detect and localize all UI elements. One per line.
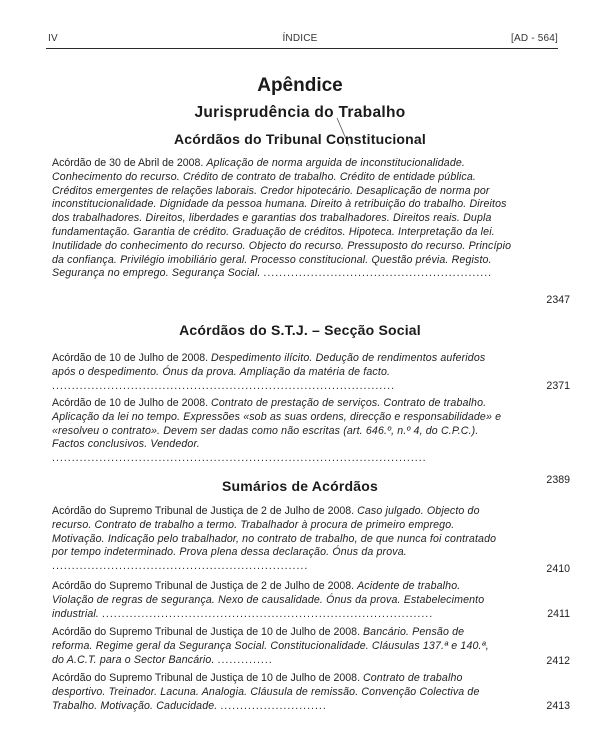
index-entry[interactable]: [52, 580, 502, 621]
entry-page-number[interactable]: 2410: [546, 563, 570, 575]
dot-leader: .......................................................................................: [52, 379, 396, 392]
entry-lead: Acórdão de 10 de Julho de 2008.: [52, 397, 209, 409]
dot-leader: ...............................................................................................: [52, 452, 427, 465]
header-index-title: ÍNDICE: [282, 33, 318, 44]
section-title-stj-social: Acórdãos do S.T.J. – Secção Social: [179, 322, 421, 338]
index-entry[interactable]: [52, 397, 502, 466]
entry-description: Despedimento ilícito. Dedução de rendimentos auferidos após o despedimento. Ónus da prova. Ampliação da matéria de facto.: [52, 352, 486, 378]
entry-lead: Acórdão de 10 de Julho de 2008.: [52, 352, 209, 364]
header-left-page-roman: IV: [48, 33, 58, 44]
section-title-constitutional-court: Acórdãos do Tribunal Constitucional: [173, 131, 426, 147]
dot-leader: .................................................................: [52, 560, 309, 573]
entry-page-number[interactable]: 2411: [547, 608, 570, 620]
entry-page-number[interactable]: 2347: [546, 294, 570, 306]
entry-lead: Acórdão de 30 de Abril de 2008.: [52, 157, 204, 169]
header-right-code: [AD - 564]: [510, 33, 558, 44]
entry-page-number[interactable]: 2389: [546, 474, 570, 486]
dot-leader: ....................................................................................: [101, 607, 434, 620]
header-rule: [46, 48, 558, 49]
jurisprudence-subtitle: Jurisprudência do Trabalho: [194, 104, 406, 121]
entry-page-number[interactable]: 2413: [546, 700, 570, 712]
entry-lead: Acórdão do Supremo Tribunal de Justiça de 2 de Julho de 2008.: [52, 580, 355, 592]
entry-page-number[interactable]: 2371: [546, 380, 570, 392]
appendix-title: Apêndice: [257, 75, 343, 96]
entry-description: Aplicação de norma arguida de inconstitucionalidade. Conhecimento do recurso. Crédito de contrato de trabalho. Crédito de entidade pública. Créditos emergentes de relações laborais. Credor hipotecário. Desaplicação de norma por inconstitucionalidade. Dignidade da pessoa humana. Direito à retribuição do trabalho. Direitos dos trabalhadores. Direitos, liberdades e garantias dos trabalhadores. Direitos reais. Dupla fundamentação. Garantia de crédito. Graduação de créditos. Hipoteca. Interpretação da lei. Inutilidade do conhecimento do recurso. Objecto do recurso. Pressuposto do recurso. Princípio da confiança. Privilégio imobiliário geral. Processo constitucional. Questão prévia. Registo. Segurança no emprego. Segurança Social.: [52, 157, 512, 280]
dot-leader: ..............: [217, 653, 273, 666]
entry-lead: Acórdão do Supremo Tribunal de Justiça de 10 de Julho de 2008.: [52, 626, 361, 638]
index-entry[interactable]: [52, 626, 502, 667]
section-title-summaries: Sumários de Acórdãos: [222, 478, 378, 494]
entry-lead: Acórdão do Supremo Tribunal de Justiça de 10 de Julho de 2008.: [52, 672, 361, 684]
entry-description: Acidente de trabalho. Violação de regras de segurança. Nexo de causalidade. Ónus da prova. Estabelecimento industrial.: [52, 580, 485, 620]
dot-leader: ..........................................................: [263, 267, 493, 280]
index-entry[interactable]: [52, 672, 502, 713]
entry-page-number[interactable]: 2412: [546, 655, 570, 667]
entry-lead: Acórdão do Supremo Tribunal de Justiça de 2 de Julho de 2008.: [52, 505, 355, 517]
entry-description: Contrato de prestação de serviços. Contrato de trabalho. Aplicação da lei no tempo. Expressões «sob as suas ordens, direcção e responsabilidade» e «resolveu o contrato». Devem ser dadas como não escritas (art. 646.º, n.º 4, do C.P.C.). Factos conclusivos. Vendedor.: [52, 397, 502, 451]
index-entry[interactable]: [52, 157, 514, 281]
dot-leader: ...........................: [220, 699, 327, 712]
index-entry[interactable]: [52, 352, 502, 393]
entry-description: Bancário. Pensão de reforma. Regime geral da Segurança Social. Constitucionalidade. Cláusulas 137.ª e 140.ª, do A.C.T. para o Sector Bancário.: [52, 626, 489, 666]
index-entry[interactable]: [52, 505, 502, 574]
entry-description: Caso julgado. Objecto do recurso. Contrato de trabalho a termo. Trabalhador à procura de primeiro emprego. Motivação. Indicação pelo trabalhador, no contrato de trabalho, de que nunca foi contratado por tempo indeterminado. Prova plena dessa declaração. Ónus da prova.: [52, 505, 497, 559]
entry-description: Contrato de trabalho desportivo. Treinador. Lacuna. Analogia. Cláusula de remissão. Convenção Colectiva de Trabalho. Motivação. Caducidade.: [52, 672, 480, 712]
